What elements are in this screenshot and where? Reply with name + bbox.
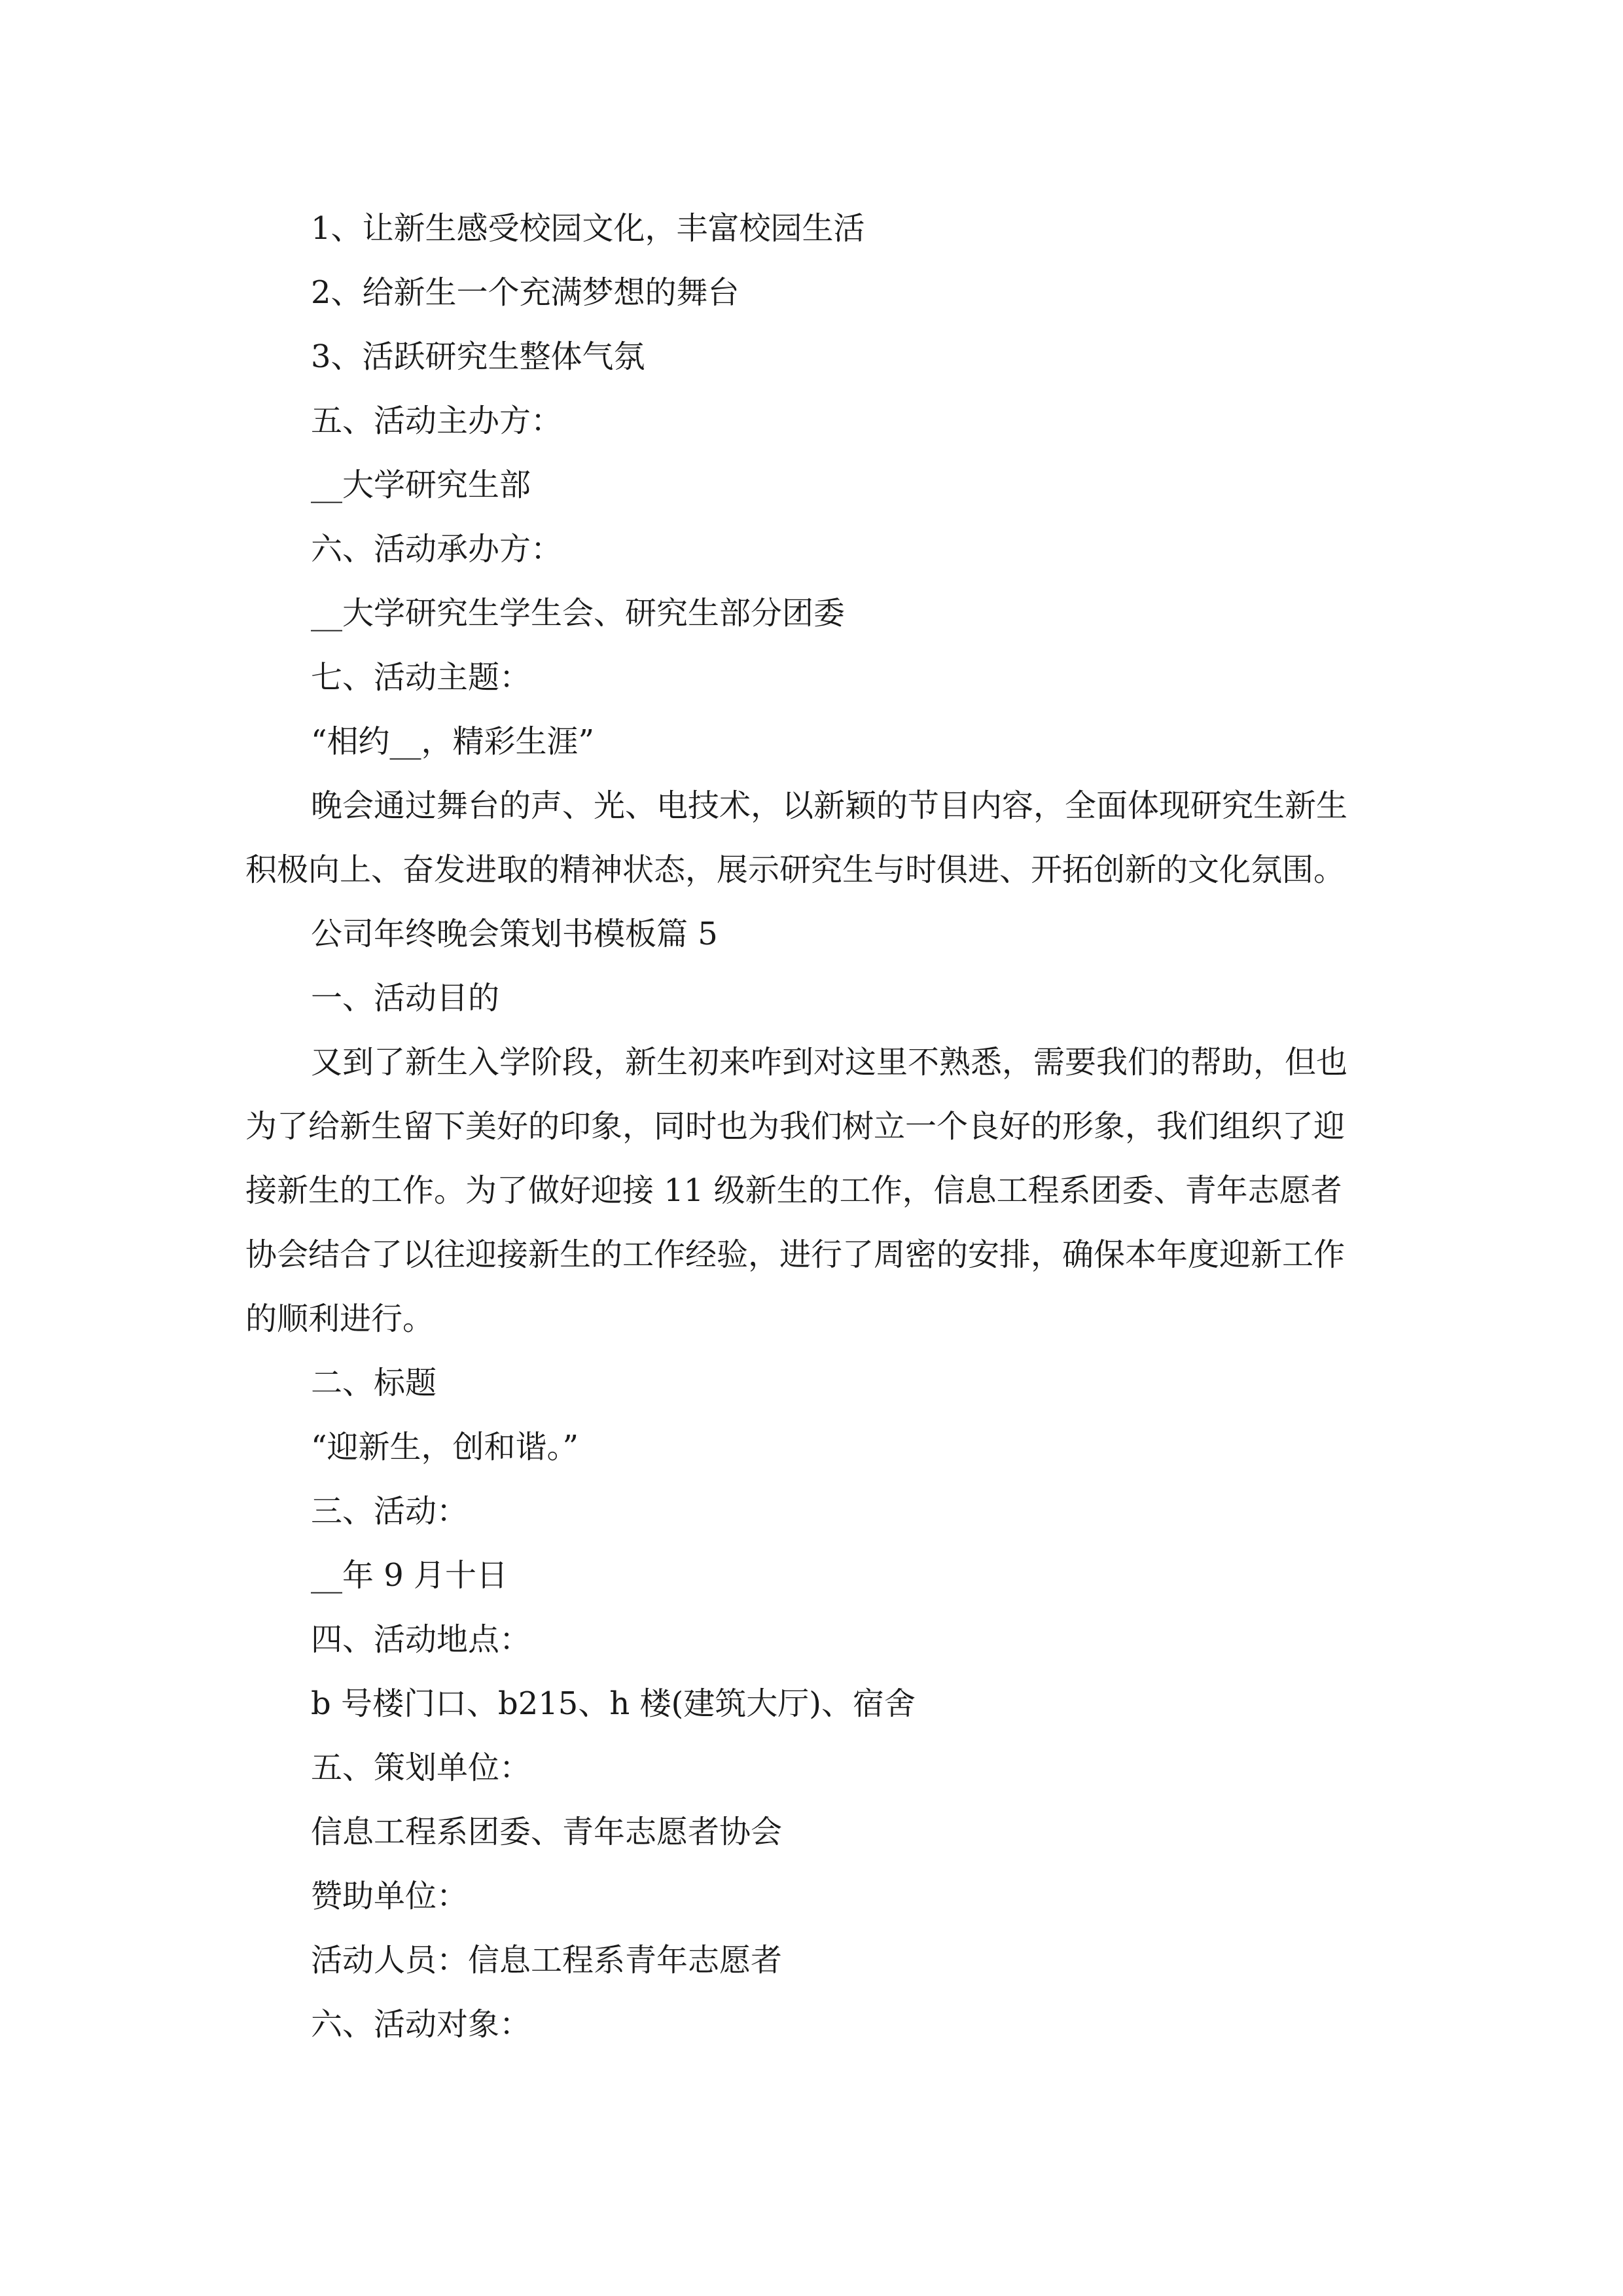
heading-activity: 三、活动： bbox=[311, 1493, 469, 1530]
paragraph-purpose-line-1: 又到了新生入学阶段，新生初来咋到对这里不熟悉，需要我们的帮助，但也 bbox=[311, 1044, 1348, 1081]
paragraph-gala-line-1: 晚会通过舞台的声、光、电技术，以新颖的节目内容，全面体现研究生新生 bbox=[311, 787, 1348, 824]
section-title: 公司年终晚会策划书模板篇 5 bbox=[311, 916, 718, 952]
paragraph-purpose-line-4: 协会结合了以往迎接新生的工作经验，进行了周密的安排，确保本年度迎新工作 bbox=[245, 1236, 1346, 1273]
paragraph-purpose-line-2: 为了给新生留下美好的印象，同时也为我们树立一个良好的形象，我们组织了迎 bbox=[245, 1108, 1346, 1145]
heading-audience: 六、活动对象： bbox=[311, 2006, 531, 2043]
heading-host: 六、活动承办方： bbox=[311, 531, 563, 567]
title-value: “迎新生，创和谐。” bbox=[311, 1429, 579, 1465]
heading-theme: 七、活动主题： bbox=[311, 659, 531, 696]
planner-value: 信息工程系团委、青年志愿者协会 bbox=[311, 1814, 783, 1850]
heading-purpose: 一、活动目的 bbox=[311, 980, 500, 1016]
paragraph-gala-line-2: 积极向上、奋发进取的精神状态，展示研究生与时俱进、开拓创新的文化氛围。 bbox=[245, 852, 1346, 888]
list-item-3: 3、活跃研究生整体气氛 bbox=[311, 338, 645, 375]
location-value: b 号楼门口、b215、h 楼(建筑大厅)、宿舍 bbox=[311, 1685, 916, 1722]
paragraph-purpose-line-5: 的顺利进行。 bbox=[245, 1300, 435, 1337]
theme-value: “相约__，精彩生涯” bbox=[311, 723, 595, 760]
heading-planner: 五、策划单位： bbox=[311, 1749, 531, 1786]
staff-line: 活动人员：信息工程系青年志愿者 bbox=[311, 1942, 783, 1979]
heading-location: 四、活动地点： bbox=[311, 1621, 531, 1658]
activity-date: __年 9 月十日 bbox=[311, 1557, 508, 1594]
heading-title: 二、标题 bbox=[311, 1365, 437, 1401]
host-value: __大学研究生学生会、研究生部分团委 bbox=[311, 595, 846, 632]
paragraph-purpose-line-3: 接新生的工作。为了做好迎接 11 级新生的工作，信息工程系团委、青年志愿者 bbox=[245, 1172, 1342, 1209]
heading-organizer: 五、活动主办方： bbox=[311, 403, 563, 439]
sponsor-label: 赞助单位： bbox=[311, 1878, 469, 1914]
document-body bbox=[245, 196, 1391, 2056]
list-item-1: 1、让新生感受校园文化，丰富校园生活 bbox=[311, 210, 865, 247]
organizer-value: __大学研究生部 bbox=[311, 467, 531, 503]
list-item-2: 2、给新生一个充满梦想的舞台 bbox=[311, 274, 740, 311]
